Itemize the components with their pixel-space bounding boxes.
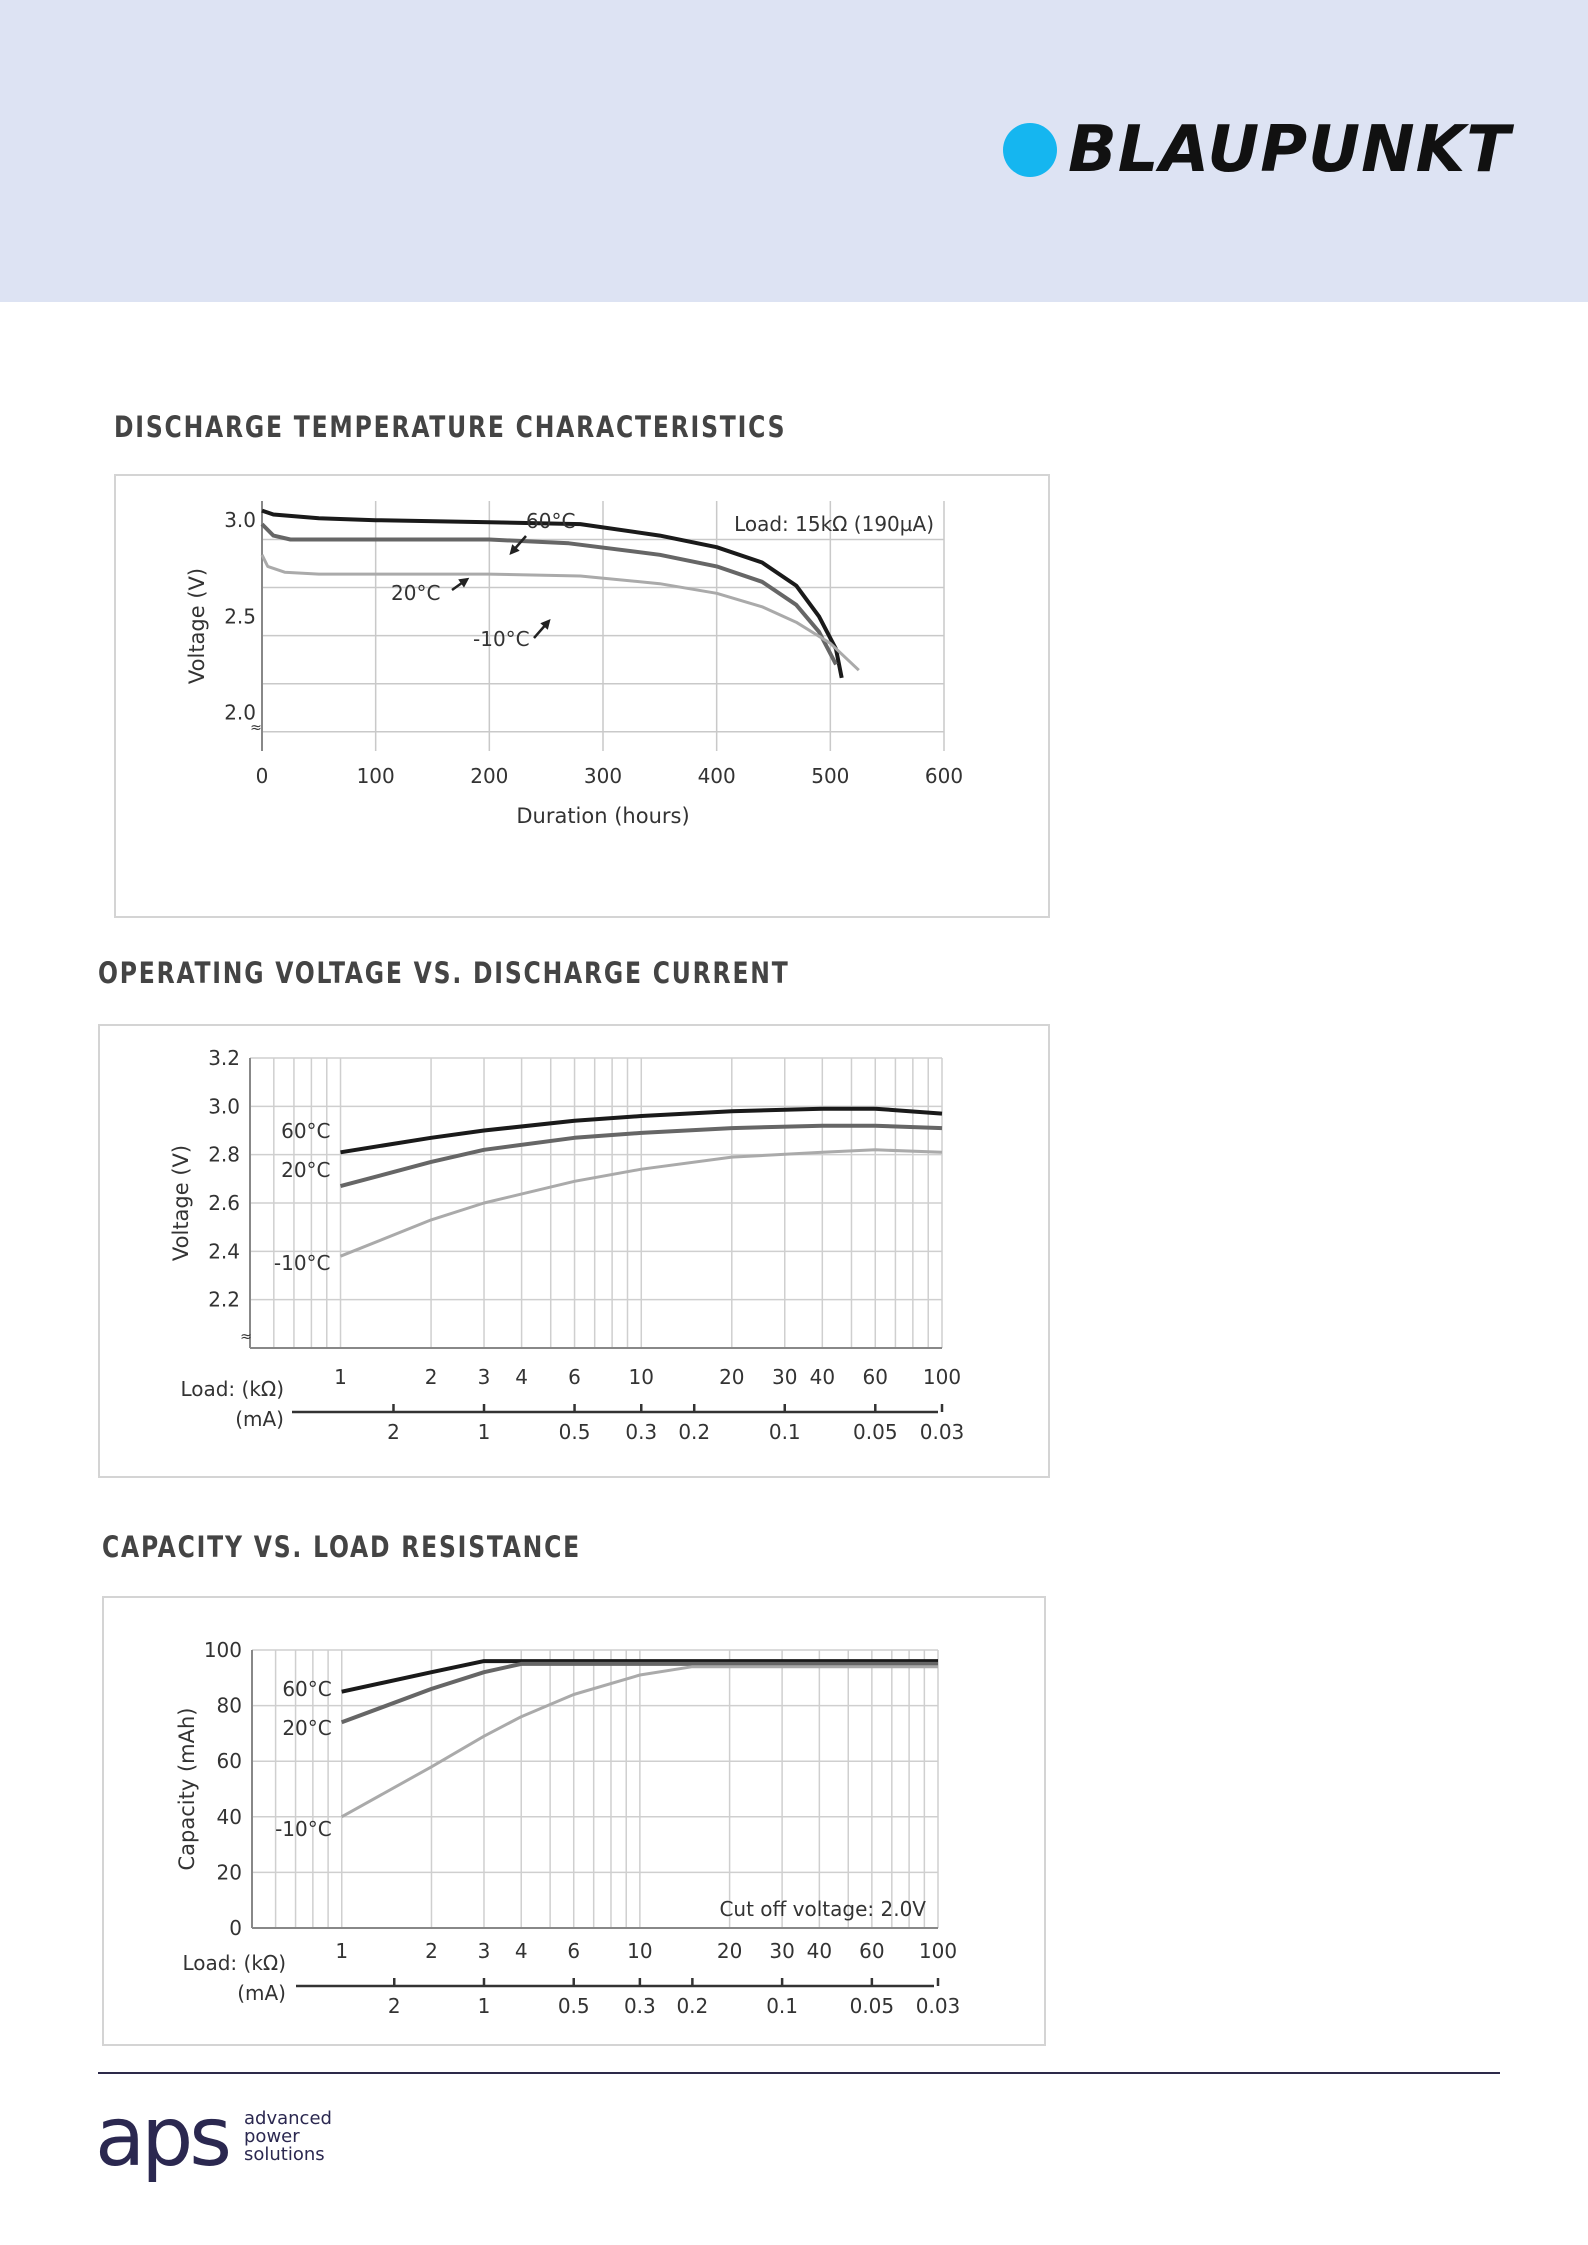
series-label: 60°C [281,1119,331,1143]
series-label: 60°C [526,509,576,533]
x2-tick-label: 0.3 [625,1420,658,1444]
x-tick-label: 60 [859,1939,885,1963]
x-tick-label: 10 [628,1365,654,1389]
cutoff-annotation: Cut off voltage: 2.0V [719,1897,926,1921]
y-tick-label: 2.5 [224,604,256,629]
y-tick-label: 2.2 [208,1287,240,1312]
x-tick-label: 30 [769,1939,795,1963]
tagline-line: advanced [244,2108,332,2129]
x2-tick-label: 0.03 [915,1994,961,2018]
series-label: -10°C [275,1817,332,1841]
series-line-1 [262,524,836,664]
x-tick-label: 0 [255,764,269,788]
y-axis-title: Voltage (V) [185,567,209,685]
x-axis-title: Load: (kΩ) [180,1377,284,1401]
y-tick-label: 0 [229,1916,242,1940]
x2-tick-label: 0.2 [676,1994,709,2018]
series-label: -10°C [273,1251,331,1275]
y-tick-label: 80 [216,1693,242,1718]
aps-logo: aps [95,2090,229,2185]
x-tick-label: 500 [811,764,850,788]
brand-logo: BLAUPUNKT [1068,113,1511,187]
x-tick-label: 40 [809,1365,836,1389]
x-tick-label: 400 [697,764,736,788]
y-tick-label: 2.8 [208,1142,240,1167]
x2-tick-label: 0.5 [558,1420,591,1444]
brand-dot-logo [1003,123,1057,177]
x2-tick-label: 0.2 [678,1420,711,1444]
tagline-line: power [244,2126,300,2147]
y-tick-label: 3.0 [208,1094,240,1119]
chart-discharge-svg [116,476,1048,916]
x2-tick-label: 0.3 [623,1994,656,2018]
series-label: 20°C [391,581,441,605]
x-tick-label: 300 [583,764,623,788]
chart-operating-svg [100,1026,1048,1476]
section-title-capacity: CAPACITY VS. LOAD RESISTANCE [102,1530,582,1564]
y-axis-title: Capacity (mAh) [175,1707,199,1871]
x-axis-title: Load: (kΩ) [182,1951,286,1975]
x-tick-label: 100 [356,764,395,788]
x-tick-label: 3 [477,1939,491,1963]
x-tick-label: 10 [627,1939,653,1963]
series-label: 20°C [281,1158,331,1182]
x-tick-label: 4 [514,1939,528,1963]
x-axis-title: Duration (hours) [516,804,690,828]
series-label: 20°C [282,1716,332,1740]
x-tick-label: 20 [716,1939,743,1963]
x-tick-label: 6 [567,1939,581,1963]
load-annotation: Load: 15kΩ (190µA) [734,512,934,536]
aps-tagline [244,2110,332,2164]
x-tick-label: 30 [772,1365,798,1389]
x2-tick-label: 0.05 [849,1994,895,2018]
chart-capacity-svg [104,1598,1044,2044]
section-title-discharge: DISCHARGE TEMPERATURE CHARACTERISTICS [114,410,787,444]
series-label: 60°C [282,1677,332,1701]
x-tick-label: 20 [719,1365,745,1389]
y-tick-label: 100 [203,1638,242,1662]
header-band [0,0,1588,302]
x-tick-label: 200 [470,764,509,788]
section-title-operating: OPERATING VOLTAGE VS. DISCHARGE CURRENT [98,956,790,990]
x2-axis-title: (mA) [237,1981,286,2005]
x2-tick-label: 0.1 [766,1994,799,2018]
x2-tick-label: 0.1 [768,1420,801,1444]
y-tick-label: 2.6 [208,1191,240,1215]
y-tick-label: 2.4 [208,1239,240,1264]
y-tick-label: 3.0 [224,508,256,533]
series-label: -10°C [473,627,530,651]
footer-divider [98,2072,1500,2074]
x2-axis-title: (mA) [235,1407,284,1431]
x-tick-label: 1 [335,1939,349,1963]
chart-discharge-temperature [114,474,1050,918]
x2-tick-label: 2 [387,1420,400,1444]
tagline-line: solutions [244,2144,325,2165]
series-line-2 [262,555,859,670]
x-tick-label: 6 [568,1365,581,1389]
chart-operating-voltage [98,1024,1050,1478]
x-tick-label: 100 [922,1365,962,1389]
x2-tick-label: 1 [477,1420,491,1444]
x-tick-label: 100 [918,1939,958,1963]
x2-tick-label: 0.03 [919,1420,965,1444]
x-tick-label: 3 [477,1365,491,1389]
x-tick-label: 60 [862,1365,889,1389]
x-tick-label: 600 [924,764,964,788]
x2-tick-label: 2 [387,1994,401,2018]
label-arrow-head [458,578,469,588]
x-tick-label: 2 [425,1939,438,1963]
x-tick-label: 4 [515,1365,528,1389]
axis-break-symbol: ≈ [240,1328,252,1345]
x-tick-label: 2 [424,1365,438,1389]
chart-capacity-load [102,1596,1046,2046]
y-tick-label: 2.0 [224,700,256,725]
axis-break-symbol: ≈ [250,720,262,736]
y-tick-label: 40 [216,1804,242,1829]
y-tick-label: 20 [216,1860,242,1885]
y-tick-label: 60 [216,1749,242,1774]
x2-tick-label: 0.5 [557,1994,590,2018]
y-axis-title: Voltage (V) [169,1144,193,1262]
x-tick-label: 40 [806,1939,833,1963]
x2-tick-label: 0.05 [853,1420,898,1444]
x2-tick-label: 1 [477,1994,491,2018]
x-tick-label: 1 [334,1365,347,1389]
y-tick-label: 3.2 [208,1046,240,1070]
